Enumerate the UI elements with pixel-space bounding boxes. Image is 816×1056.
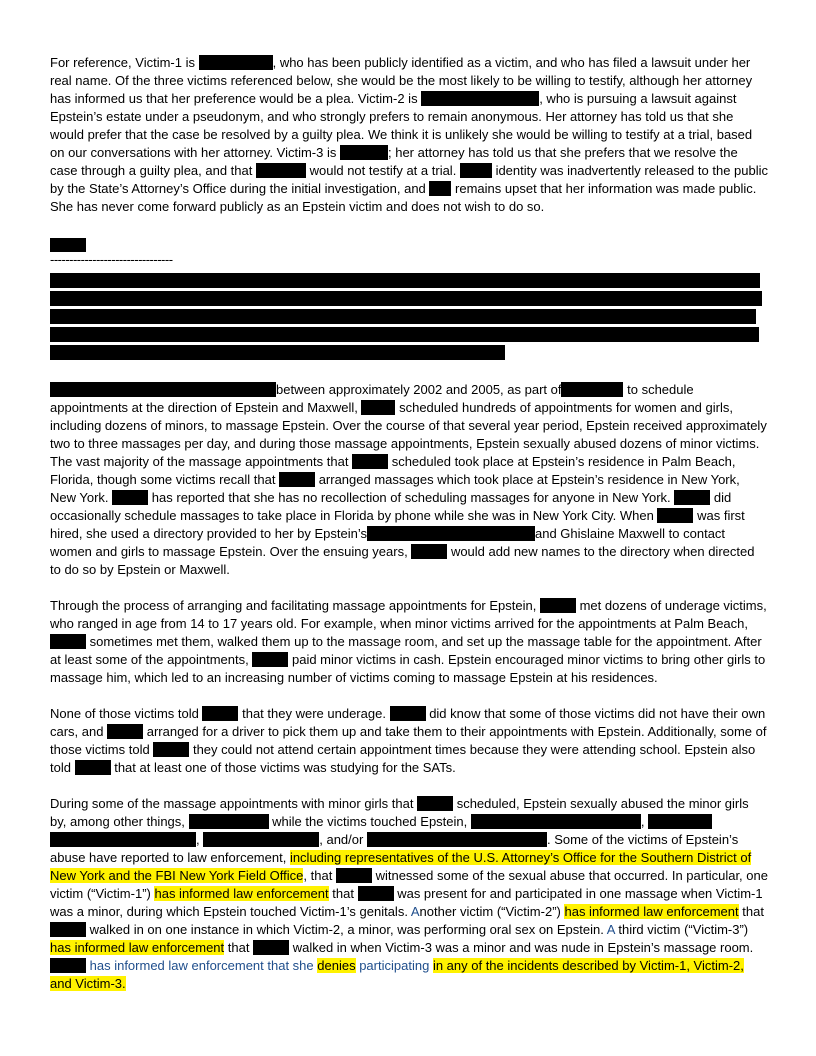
redaction (199, 55, 273, 70)
tracked-change-text: has informed law enforcement that she (89, 958, 314, 973)
text: walked in on one instance in which Victim-2, a minor, was performing oral sex on Epstein. (89, 922, 604, 937)
redaction (674, 490, 710, 505)
redaction (189, 814, 269, 829)
text: scheduled hundreds of appointments for women and girls, including dozens of minors, to massage Epstein. Over the course of that several year period, Epstein received approximately two to three massages per day, and during those massage appointments, Epstein sexually abused dozens of minor victims. The vast majority of the massage appointments that (50, 400, 767, 469)
tracked-change-text: A (410, 904, 420, 919)
redaction (540, 598, 576, 613)
text: did know that some of those victims did not have their own cars, and (50, 706, 766, 739)
text: scheduled, Epstein sexually abused the minor girls by, among other things, (50, 796, 749, 829)
text: third victim (“Victim-3”) (618, 922, 749, 937)
redaction (50, 291, 762, 306)
highlighted-text: has informed law enforcement (50, 940, 225, 955)
redaction (561, 382, 623, 397)
redaction (50, 832, 196, 847)
highlighted-text: including representatives of the U.S. Attorney’s Office for the Southern District of New York and the FBI New York Field Office (50, 850, 752, 883)
text: would add new names to the directory when directed to do so by Epstein or Maxwell. (50, 544, 755, 577)
victims-reference-paragraph (50, 54, 768, 216)
text: Through the process of arranging and facilitating massage appointments for Epstein, (50, 598, 537, 613)
highlighted-text: in any of the incidents described by Victim-1, Victim-2, and Victim-3. (50, 958, 744, 991)
redaction (390, 706, 426, 721)
text: between approximately 2002 and 2005, as part of (276, 382, 562, 397)
text: arranged massages which took place at Epstein’s residence in New York, New York. (50, 472, 740, 505)
redaction (107, 724, 143, 739)
tracked-change-text: participating (359, 958, 430, 973)
redaction (253, 940, 289, 955)
redaction (340, 145, 388, 160)
text: sometimes met them, walked them up to the massage room, and set up the massage table for the appointment. After at least some of the appointments, (50, 634, 762, 667)
text: walked in when Victim-3 was a minor and was nude in Epstein’s massage room. (292, 940, 754, 955)
redaction (50, 327, 759, 342)
text: did occasionally schedule massages to take place in Florida by phone while she was in New York City. When (50, 490, 732, 523)
text: was present for and participated in one massage when Victim-1 was a minor, during which Epstein touched Victim-1’s genitals. (50, 886, 763, 919)
redaction (75, 760, 111, 775)
redaction (50, 273, 760, 288)
divider: -------------------------------- (50, 252, 173, 267)
redaction (460, 163, 492, 178)
redaction (648, 814, 712, 829)
text: , that (303, 868, 333, 883)
text: , (640, 814, 645, 829)
text: nother victim (“Victim-2”) (419, 904, 561, 919)
text: has reported that she has no recollection of scheduling massages for anyone in New York. (151, 490, 671, 505)
text: that (742, 904, 764, 919)
text: ; her attorney has told us that she prefers that we resolve the case through a guilty plea, and that (50, 145, 738, 178)
redaction (657, 508, 693, 523)
redaction (252, 652, 288, 667)
text: would not testify at a trial. (309, 163, 457, 178)
text: that they were underage. (242, 706, 386, 721)
redaction (50, 634, 86, 649)
highlighted-text: has informed law enforcement (564, 904, 739, 919)
redaction (203, 832, 319, 847)
text: they could not attend certain appointment times because they were attending school. Epstein also told (50, 742, 756, 775)
text: During some of the massage appointments with minor girls that (50, 796, 414, 811)
text: , who is pursuing a lawsuit against Epstein’s estate under a pseudonym, and who strongly prefers to remain anonymous. Her attorney has told us that she would prefer that the case be resolved by a guilty plea. We think it is unlikely she would be willing to testify at a trial, based on our conversations with her attorney. Victim-3 is (50, 91, 753, 160)
appointments-paragraph (50, 597, 768, 687)
underage-paragraph (50, 705, 768, 777)
text: while the victims touched Epstein, (272, 814, 468, 829)
text: , and/or (319, 832, 364, 847)
redaction (471, 814, 641, 829)
text: was first hired, she used a directory provided to her by Epstein’s (50, 508, 745, 541)
text: met dozens of underage victims, who ranged in age from 14 to 17 years old. For example, when minor victims arrived for the appointments at Palm Beach, (50, 598, 767, 631)
redaction (352, 454, 388, 469)
redacted-heading (50, 238, 86, 252)
redaction (336, 868, 372, 883)
text: For reference, Victim-1 is (50, 55, 195, 70)
redaction (50, 958, 86, 973)
highlighted-text: denies (317, 958, 356, 973)
redaction (153, 742, 189, 757)
text: , who has been publicly identified as a victim, and who has filed a lawsuit under her real name. Of the three victims referenced below, she would be the most likely to be willing to testify, although her attorney has informed us that her preference would be a plea. Victim-2 is (50, 55, 753, 106)
redaction (361, 400, 395, 415)
redaction (50, 382, 276, 397)
redaction (367, 526, 535, 541)
text: that (227, 940, 250, 955)
redaction (279, 472, 315, 487)
redaction (112, 490, 148, 505)
text: , (196, 832, 200, 847)
text: . Some of the victims of Epstein’s abuse have reported to law enforcement, (50, 832, 739, 865)
redaction (202, 706, 238, 721)
text: identity was inadvertently released to the public by the State’s Attorney’s Office during the initial investigation, and (50, 163, 768, 196)
text: that at least one of those victims was studying for the SATs. (114, 760, 456, 775)
text: witnessed some of the sexual abuse that occurred. In particular, one victim (“Victim-1”) (50, 868, 768, 901)
text: paid minor victims in cash. Epstein encouraged minor victims to bring other girls to massage him, which led to an increasing number of victims coming to massage Epstein at his residences. (50, 652, 766, 685)
text: to schedule appointments at the direction of Epstein and Maxwell, (50, 382, 694, 415)
text: scheduled took place at Epstein’s residence in Palm Beach, Florida, though some victims recall that (50, 454, 736, 487)
redaction (411, 544, 447, 559)
redaction (50, 345, 505, 360)
text: that (332, 886, 354, 901)
redacted-block (50, 273, 768, 360)
tracked-change-text: A (606, 922, 615, 937)
text: and Ghislaine Maxwell to contact women and girls to massage Epstein. Over the ensuing years, (50, 526, 726, 559)
redaction (367, 832, 547, 847)
scheduling-paragraph (50, 381, 768, 579)
redaction (50, 309, 756, 324)
redaction (256, 163, 306, 178)
text: arranged for a driver to pick them up and take them to their appointments with Epstein. Additionally, some of those victims told (50, 724, 767, 757)
highlighted-text: has informed law enforcement (154, 886, 329, 901)
redaction (50, 922, 86, 937)
text: remains upset that her information was made public. She has never come forward publicly as an Epstein victim and does not wish to do so. (50, 181, 757, 214)
redaction (429, 181, 451, 196)
redaction (417, 796, 453, 811)
abuse-paragraph (50, 795, 768, 993)
redaction (358, 886, 394, 901)
redaction (421, 91, 539, 106)
text: None of those victims told (50, 706, 199, 721)
